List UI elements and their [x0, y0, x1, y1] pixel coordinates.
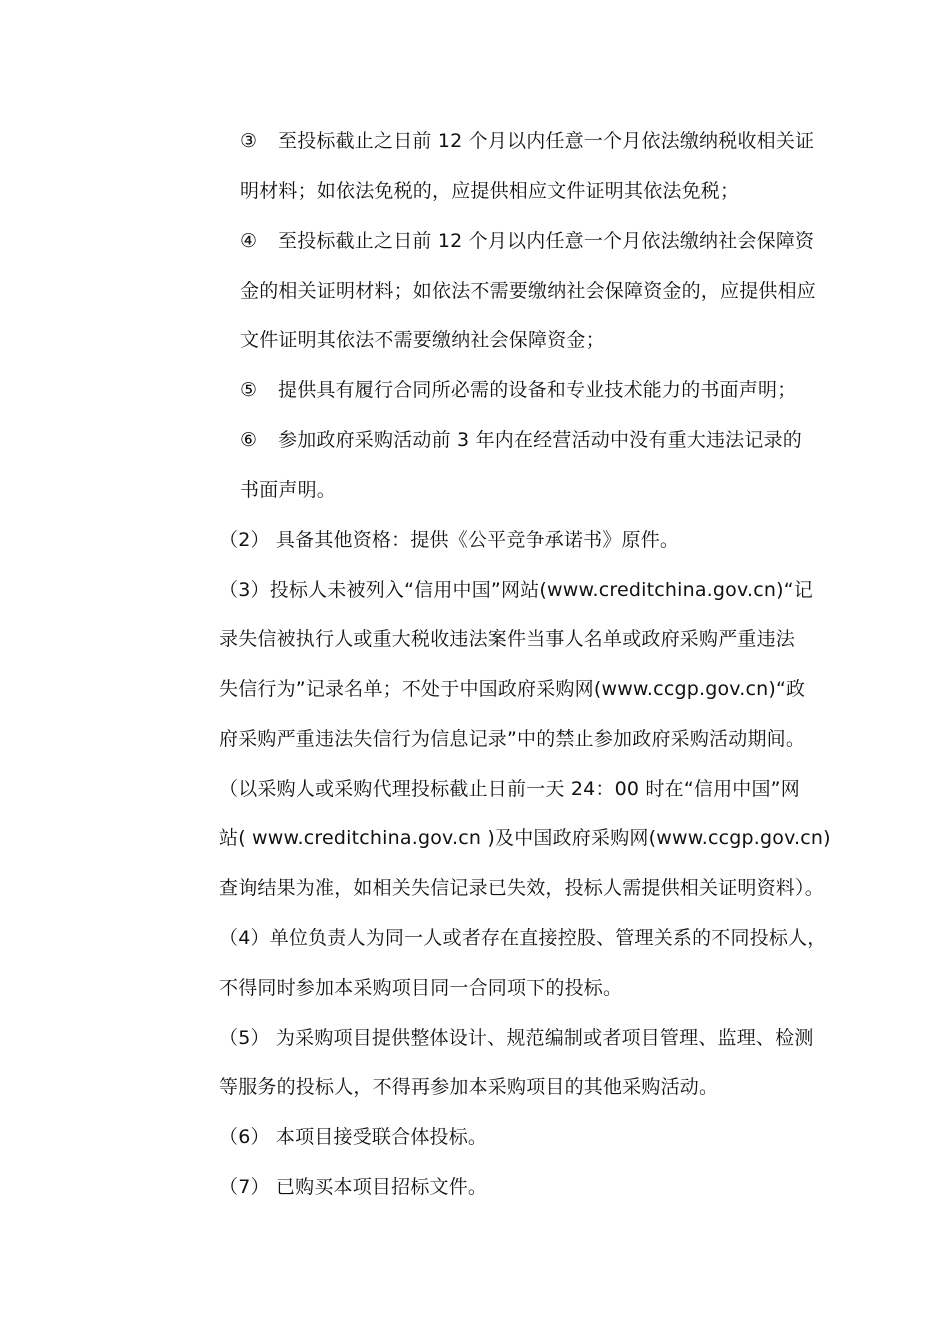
text-line: 站( www.creditchina.gov.cn )及中国政府采购网(www.ccgp.gov.cn) — [219, 827, 831, 849]
text-line: 等服务的投标人，不得再参加本采购项目的其他采购活动。 — [219, 1076, 719, 1098]
list-item-4 — [240, 229, 814, 253]
item-7-paragraph: （7） 已购买本项目招标文件。 — [219, 1176, 488, 1198]
text-line: 查询结果为准，如相关失信记录已失效，投标人需提供相关证明资料）。 — [219, 877, 824, 899]
list-item-5 — [240, 378, 796, 402]
item-6-paragraph: （6） 本项目接受联合体投标。 — [219, 1126, 488, 1148]
list-item-6 — [240, 428, 802, 452]
text-line: 文件证明其依法不需要缴纳社会保障资金； — [240, 329, 605, 351]
item-4-paragraph: （4）单位负责人为同一人或者存在直接控股、管理关系的不同投标人， — [219, 927, 827, 949]
text-line: 明材料；如依法免税的，应提供相应文件证明其依法免税； — [240, 180, 740, 202]
text-line: 书面声明。 — [240, 479, 337, 501]
item-5-paragraph: （5） 为采购项目提供整体设计、规范编制或者项目管理、监理、检测 — [219, 1027, 814, 1049]
circled-number-5: ⑤ — [240, 379, 258, 401]
circled-number-3: ③ — [240, 130, 258, 152]
paragraph-text: 提供具有履行合同所必需的设备和专业技术能力的书面声明； — [278, 379, 797, 401]
paragraph-text: 至投标截止之日前 12 个月以内任意一个月依法缴纳税收相关证 — [278, 130, 815, 152]
item-3-paragraph: （3）投标人未被列入“信用中国”网站(www.creditchina.gov.cn)“记 — [219, 579, 813, 601]
text-line: （以采购人或采购代理投标截止日前一天 24：00 时在“信用中国”网 — [219, 778, 800, 800]
paragraph-text: 至投标截止之日前 12 个月以内任意一个月依法缴纳社会保障资 — [278, 230, 815, 252]
circled-number-4: ④ — [240, 230, 258, 252]
paragraph-text: 参加政府采购活动前 3 年内在经营活动中没有重大违法记录的 — [278, 429, 802, 451]
text-line: 失信行为”记录名单；不处于中国政府采购网(www.ccgp.gov.cn)“政 — [219, 678, 806, 700]
text-line: 金的相关证明材料；如依法不需要缴纳社会保障资金的，应提供相应 — [240, 280, 817, 302]
item-2-paragraph: （2） 具备其他资格：提供《公平竞争承诺书》原件。 — [219, 529, 680, 551]
text-line: 不得同时参加本采购项目同一合同项下的投标。 — [219, 977, 623, 999]
text-line: 府采购严重违法失信行为信息记录”中的禁止参加政府采购活动期间。 — [219, 728, 806, 750]
circled-number-6: ⑥ — [240, 429, 258, 451]
text-line: 录失信被执行人或重大税收违法案件当事人名单或政府采购严重违法 — [219, 628, 796, 650]
list-item-3 — [240, 129, 814, 153]
